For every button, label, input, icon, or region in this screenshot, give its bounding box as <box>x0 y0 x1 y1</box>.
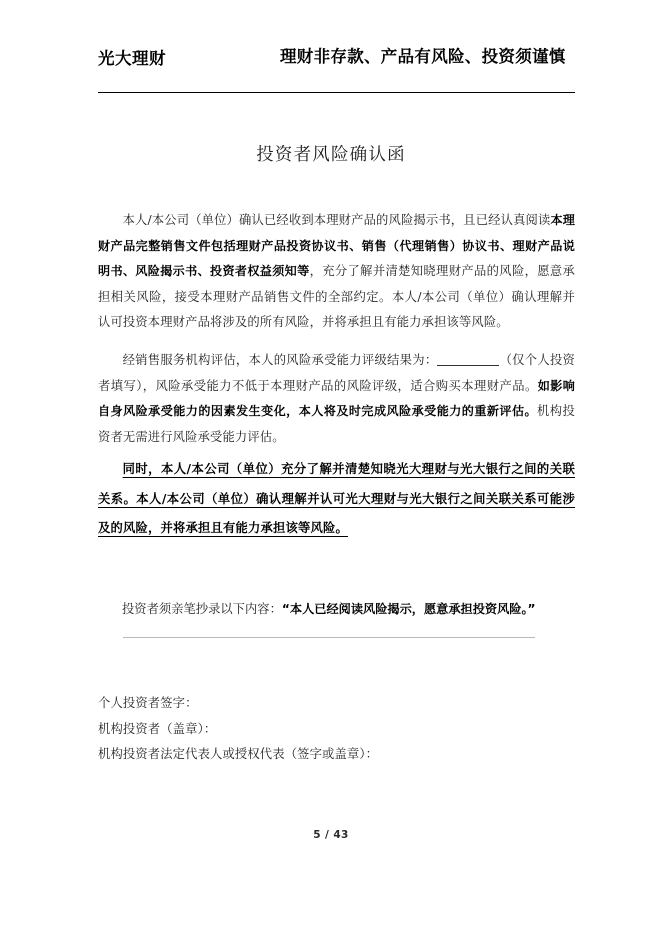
paragraph-1-lead: 本人/本公司（单位）确认已经收到本理财产品的风险揭示书，且已经认真阅读 <box>122 213 551 227</box>
transcription-instruction <box>122 598 572 620</box>
document-title: 投资者风险确认函 <box>256 145 406 165</box>
paragraph-2-bold-emphasis: 如影响自身风险承受能力的因素发生变化，本人将及时完成风险承受能力的重新评估。 <box>98 378 576 419</box>
paragraph-2-text <box>98 348 575 450</box>
paragraph-2-lead: 经销售服务机构评估，本人的风险承受能力评级结果为： <box>122 353 438 367</box>
risk-rating-blank-field[interactable] <box>437 365 499 366</box>
paragraph-affiliation-disclosure <box>98 455 575 544</box>
signature-line-institution-seal[interactable]: 机构投资者（盖章）： <box>98 721 217 736</box>
paragraph-2-tail: 机构投资者无需进行风险承受能力评估。 <box>98 404 575 444</box>
paragraph-1-bold-emphasis: 本理财产品完整销售文件包括理财产品投资协议书、销售（代理销售）协议书、理财产品说明书、风险揭示书、投资者权益须知等 <box>98 213 575 279</box>
page-number-footer: 5 / 43 <box>313 829 349 841</box>
signature-line-legal-representative[interactable]: 机构投资者法定代表人或授权代表（签字或盖章）： <box>98 747 379 761</box>
header-risk-slogan: 理财非存款、产品有风险、投资须谨慎 <box>280 47 566 66</box>
header-brand-name: 光大理财 <box>98 49 166 68</box>
signature-block <box>98 691 558 768</box>
paragraph-1-text <box>98 208 575 336</box>
header-divider-rule <box>98 92 575 93</box>
transcription-quote: “本人已经阅读风险揭示，愿意承担投资风险。” <box>281 602 536 616</box>
handwriting-blank-rule[interactable] <box>123 637 535 638</box>
paragraph-3-underlined-text: 同时，本人/本公司（单位）充分了解并清楚知晓光大理财与光大银行之间的关联关系。本人/本公司（单位）确认理解并认可光大理财与光大银行之间关联关系可能涉及的风险，并将承担且有能力承担该等风险。 <box>98 462 575 535</box>
paragraph-confirmation <box>98 208 575 336</box>
paragraph-1-tail: ，充分了解并清楚知晓理财产品的风险，愿意承担相关风险，接受本理财产品销售文件的全部约定。本人/本公司（单位）确认理解并认可投资本理财产品将涉及的所有风险，并将承担且有能力承担该等风险。 <box>98 264 575 330</box>
document-header <box>98 40 575 74</box>
paragraph-risk-rating <box>98 348 575 450</box>
signature-line-individual[interactable]: 个人投资者签字： <box>98 696 198 710</box>
transcription-label: 投资者须亲笔抄录以下内容： <box>122 602 282 616</box>
paragraph-2-mid: （仅个人投资者填写），风险承受能力不低于本理财产品的风险评级，适合购买本理财产品。 <box>98 353 575 393</box>
